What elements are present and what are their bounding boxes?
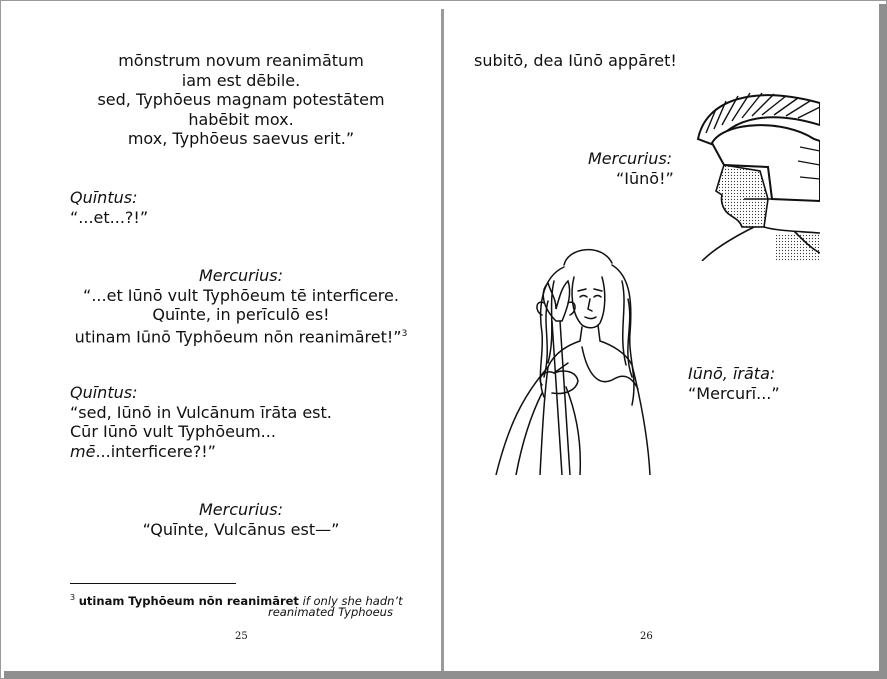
line-mercurius-right: “Iūnō!” [616, 168, 674, 188]
line-mercurius-1c: utinam Iūnō Typhōeum nōn reanimāret!”$^3$ [74, 326, 408, 346]
footnote-line-1: $^3$ utinam Typhōeum nōn reanimāret if only she hadn’t [70, 593, 403, 608]
line-quintus-1: “...et...?!” [70, 207, 149, 227]
footnote-reference: 3 [401, 328, 408, 339]
line-juno: “Mercurī...” [688, 383, 780, 403]
mercurius-illustration [694, 81, 820, 261]
footnote-rule [70, 583, 236, 584]
juno-illustration [482, 237, 682, 475]
line-mercurius-2: “Quīnte, Vulcānus est—” [142, 519, 340, 539]
top-line-3: sed, Typhōeus magnam potestātem [97, 90, 385, 109]
top-line-1: mōnstrum novum reanimātum [118, 51, 364, 70]
narration: subitō, dea Iūnō appāret! [474, 51, 677, 70]
top-line-5: mox, Typhōeus saevus erit.” [127, 129, 355, 148]
line-mercurius-1a: “...et Iūnō vult Typhōeum tē interficere. [83, 285, 399, 305]
speaker-mercurius-right: Mercurius: [588, 149, 673, 168]
left-page [1, 1, 441, 671]
line-quintus-2c: mē...interficere?!” [70, 441, 216, 461]
speaker-juno: Iūnō, īrāta: [688, 364, 776, 383]
page-shadow-right [879, 4, 887, 679]
line-quintus-2b: Cūr Iūnō vult Typhōeum... [70, 422, 276, 441]
page-shadow-bottom [4, 671, 887, 679]
footnote-line-2: reanimated Typhoeus [268, 605, 393, 619]
right-page [444, 1, 880, 671]
top-line-4: habēbit mox. [188, 109, 294, 129]
speaker-mercurius-1: Mercurius: [198, 266, 284, 285]
line-mercurius-1b: Quīnte, in perīculō es! [152, 305, 330, 324]
speaker-mercurius-2: Mercurius: [198, 500, 284, 519]
speaker-quintus-1: Quīntus: [70, 188, 138, 207]
line-quintus-2a: “sed, Iūnō in Vulcānum īrāta est. [70, 402, 332, 422]
page-number-left: 25 [235, 631, 248, 642]
top-line-2: iam est dēbile. [181, 70, 301, 90]
page-number-right: 26 [640, 631, 653, 642]
speaker-quintus-2: Quīntus: [70, 383, 138, 402]
book-spread [1, 1, 879, 671]
